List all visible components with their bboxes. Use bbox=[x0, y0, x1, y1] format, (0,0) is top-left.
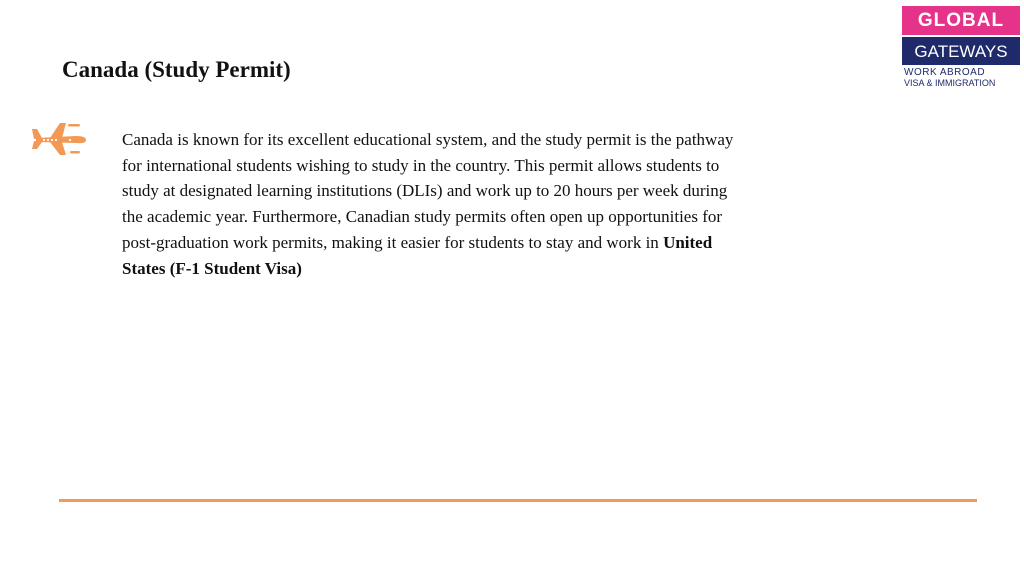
airplane-icon bbox=[30, 121, 88, 157]
logo-middle-band: GATEWAYS bbox=[902, 37, 1020, 65]
footer-divider bbox=[59, 499, 977, 502]
logo-top-band: GLOBAL bbox=[902, 6, 1020, 35]
logo-tagline-2: VISA & IMMIGRATION bbox=[904, 78, 996, 88]
united-states-link[interactable]: United States (F-1 Student Visa) bbox=[122, 232, 713, 278]
logo-tagline-1: WORK ABROAD bbox=[904, 67, 986, 78]
brand-logo bbox=[902, 6, 1020, 89]
page-title: Canada (Study Permit) bbox=[62, 57, 291, 82]
body-paragraph bbox=[122, 127, 742, 281]
paragraph-text: Canada is known for its excellent educational system, and the study permit is the pathway for international students wishing to study in the country. This permit allows students to study at designated learning institutions (DLIs) and work up to 20 hours per week during the academic year. Furthermore, Canadian study permits often open up opportunities for post-graduation work permits, making it easier for students to stay and work in bbox=[122, 130, 734, 252]
